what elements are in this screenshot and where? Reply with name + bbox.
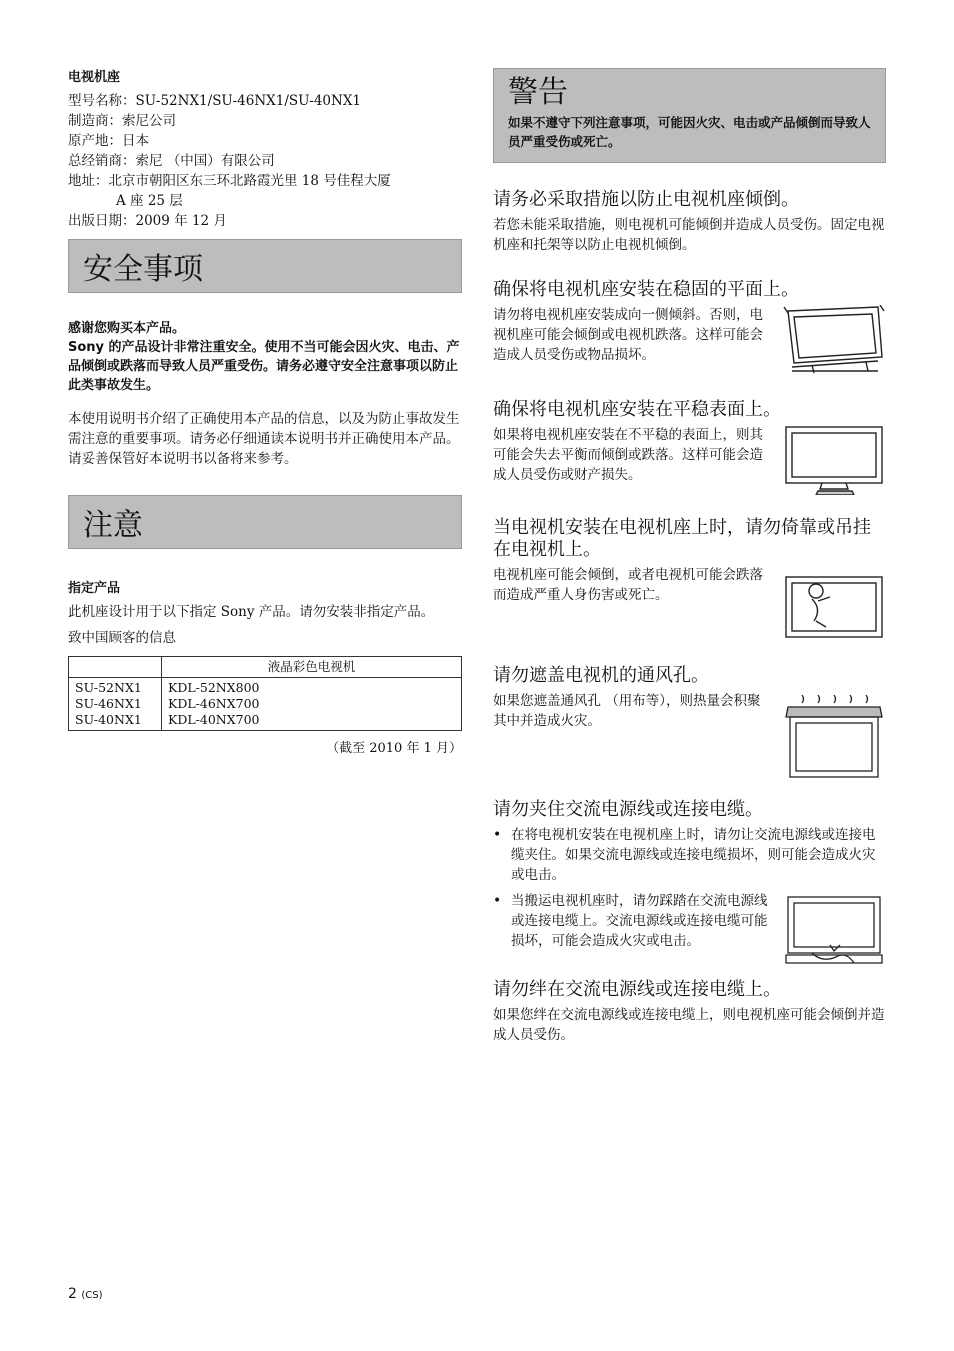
section-text: 电视机座可能会倾倒，或者电视机可能会跌落而造成严重人身伤害或死亡。 bbox=[493, 567, 763, 603]
tv-model: KDL-40NX700 bbox=[168, 712, 260, 727]
section-title: 请务必采取措施以防止电视机座倾倒。 bbox=[493, 189, 799, 210]
info-origin: 原产地：日本 bbox=[68, 133, 149, 149]
section-ventilation bbox=[493, 665, 886, 781]
designated-heading: 指定产品 bbox=[68, 581, 121, 596]
table-row bbox=[69, 678, 462, 731]
warning-title: 警告 bbox=[508, 75, 568, 110]
section-text: 请勿将电视机座安装成向一侧倾斜。否则，电视机座可能会倾倒或电视机跌落。这样可能会造成人员受伤或物品损坏。 bbox=[493, 307, 763, 363]
caution-banner bbox=[68, 495, 462, 549]
unstable-tv-illustration bbox=[782, 425, 886, 495]
info-manufacturer: 制造商：索尼公司 bbox=[68, 113, 176, 129]
warning-banner bbox=[493, 68, 886, 163]
cable-stand-illustration bbox=[782, 893, 886, 967]
info-date: 出版日期：2009 年 12 月 bbox=[68, 213, 227, 229]
stand-heading: 电视机座 bbox=[68, 70, 121, 85]
caution-title: 注意 bbox=[83, 508, 143, 543]
right-column bbox=[493, 68, 886, 1045]
safety-banner bbox=[68, 239, 462, 293]
info-model: 型号名称：SU-52NX1/SU-46NX1/SU-40NX1 bbox=[68, 93, 362, 109]
info-address: 地址：北京市朝阳区东三环北路霞光里 18 号佳程大厦 bbox=[68, 173, 391, 189]
section-no-leaning bbox=[493, 517, 886, 643]
tv-model: KDL-46NX700 bbox=[168, 696, 260, 711]
safety-title: 安全事项 bbox=[83, 252, 203, 287]
section-title: 确保将电视机座安装在稳固的平面上。 bbox=[493, 279, 799, 300]
warning-text: 如果不遵守下列注意事项，可能因火灾、电击或产品倾倒而导致人员严重受伤或死亡。 bbox=[508, 115, 871, 149]
page-number: 2 bbox=[68, 1286, 77, 1302]
stand-model: SU-52NX1 bbox=[75, 680, 142, 695]
hanging-child-illustration bbox=[782, 573, 886, 643]
stand-model: SU-40NX1 bbox=[75, 712, 142, 727]
stand-model: SU-46NX1 bbox=[75, 696, 142, 711]
table-note: （截至 2010 年 1 月） bbox=[326, 741, 462, 756]
designated-paragraph: 此机座设计用于以下指定 Sony 产品。请勿安装非指定产品。 bbox=[68, 604, 435, 620]
section-title: 确保将电视机座安装在平稳表面上。 bbox=[493, 399, 781, 420]
section-tip-prevention bbox=[493, 189, 886, 255]
section-text: 如果将电视机座安装在不平稳的表面上，则其可能会失去平衡而倾倒或跌落。这样可能会造成人员受伤或财产损失。 bbox=[493, 427, 763, 483]
tv-model: KDL-52NX800 bbox=[168, 680, 260, 695]
thanks-text: 感谢您购买本产品。 bbox=[68, 321, 186, 336]
cable-bullets bbox=[493, 825, 886, 967]
tilted-tv-illustration bbox=[782, 305, 886, 375]
section-title: 当电视机安装在电视机座上时，请勿倚靠或吊挂在电视机上。 bbox=[493, 517, 871, 560]
list-item: • 当搬运电视机座时，请勿踩踏在交流电源线或连接电缆上。交流电源线或连接电缆可能损坏，可能会造成火灾或电击。 bbox=[493, 891, 886, 967]
section-title: 请勿绊在交流电源线或连接电缆上。 bbox=[493, 979, 781, 1000]
section-text: 如果您遮盖通风孔 （用布等），则热量会积聚其中并造成火灾。 bbox=[493, 693, 761, 729]
section-text: 若您未能采取措施，则电视机可能倾倒并造成人员受伤。固定电视机座和托架等以防止电视机倾倒。 bbox=[493, 217, 885, 253]
section-title: 请勿遮盖电视机的通风孔。 bbox=[493, 665, 709, 686]
left-column bbox=[68, 66, 462, 756]
table-header-row bbox=[69, 657, 462, 678]
list-item: • 在将电视机安装在电视机座上时，请勿让交流电源线或连接电缆夹住。如果交流电源线或连接电缆损坏，则可能会造成火灾或电击。 bbox=[493, 825, 886, 885]
section-flat-surface bbox=[493, 399, 886, 495]
info-distributor: 总经销商：索尼 （中国）有限公司 bbox=[68, 153, 275, 169]
section-stable-plane bbox=[493, 279, 886, 375]
section-title: 请勿夹住交流电源线或连接电缆。 bbox=[493, 799, 763, 820]
section-cable-trip bbox=[493, 979, 886, 1045]
table-header: 液晶彩色电视机 bbox=[162, 657, 462, 678]
china-info: 致中国顾客的信息 bbox=[68, 630, 176, 646]
sony-safety-text: Sony 的产品设计非常注重安全。使用不当可能会因火灾、电击、产品倾倒或跌落而导致人员严重受伤。请务必遵守安全注意事项以防止此类事故发生。 bbox=[68, 340, 460, 393]
section-cable-pinch bbox=[493, 799, 886, 967]
info-address-cont: A 座 25 层 bbox=[116, 193, 183, 209]
model-table bbox=[68, 656, 462, 731]
covered-vent-illustration bbox=[782, 691, 886, 781]
manual-paragraph: 本使用说明书介绍了正确使用本产品的信息，以及为防止事故发生需注意的重要事项。请务必仔细通读本说明书并正确使用本产品。请妥善保管好本说明书以备将来参考。 bbox=[68, 411, 460, 467]
page-footer bbox=[68, 1286, 103, 1302]
language-code: (CS) bbox=[81, 1290, 103, 1301]
product-info bbox=[68, 91, 462, 231]
section-text: 如果您绊在交流电源线或连接电缆上，则电视机座可能会倾倒并造成人员受伤。 bbox=[493, 1007, 885, 1043]
